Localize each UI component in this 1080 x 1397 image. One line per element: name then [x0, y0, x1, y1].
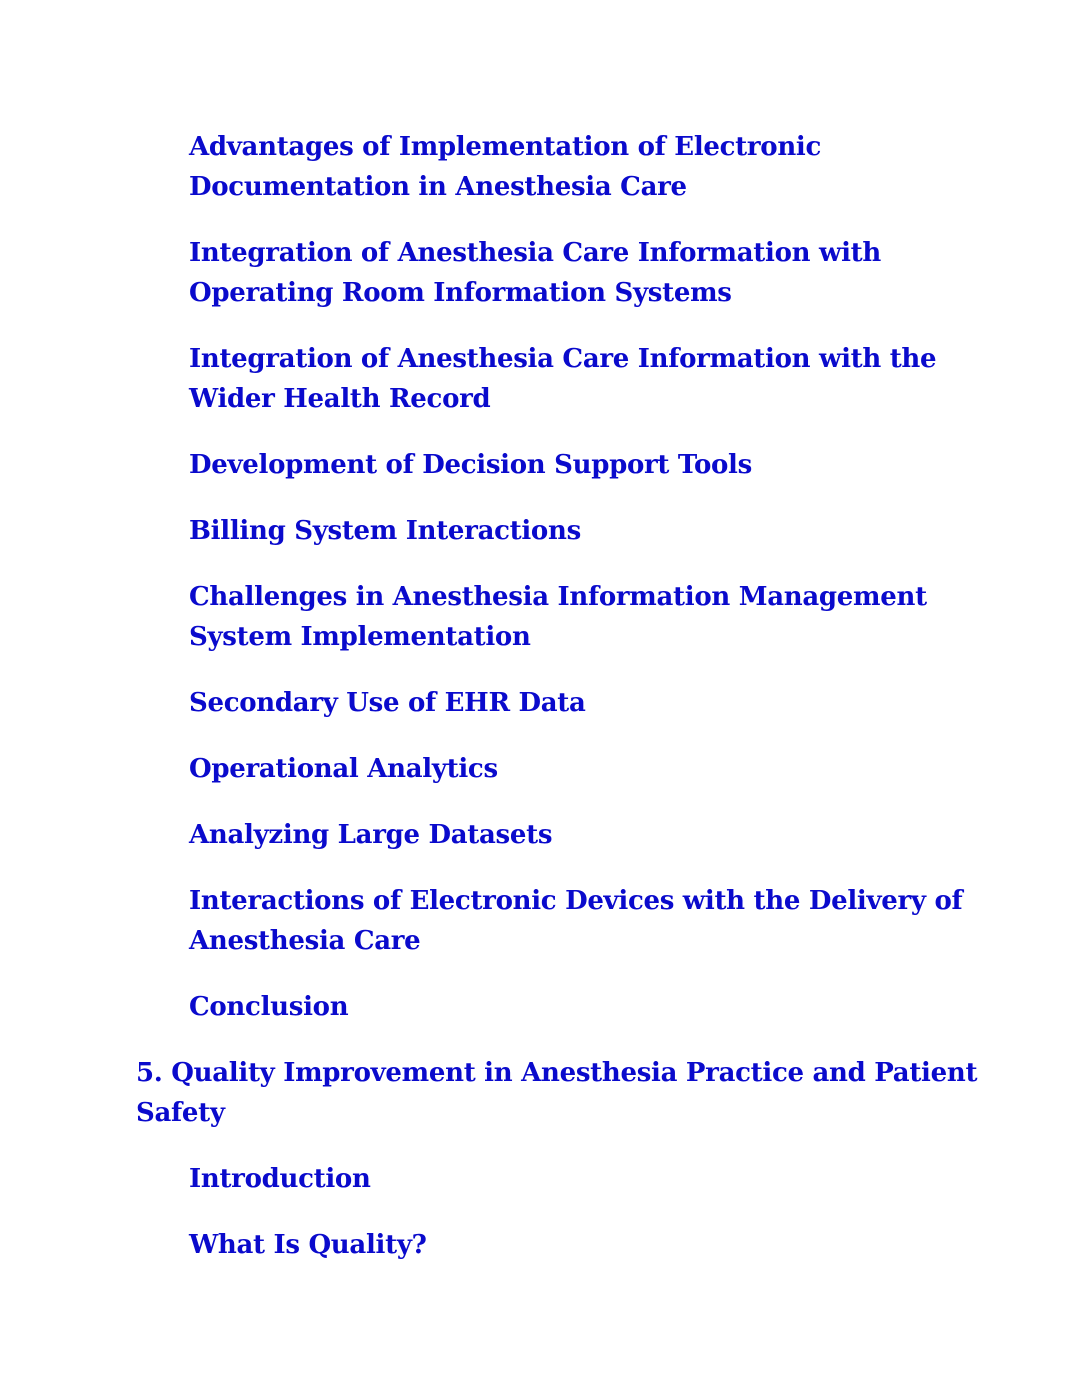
- toc-link-chapter-5-line-2[interactable]: Safety: [136, 1098, 225, 1128]
- toc-link-integration-health-record-line-2[interactable]: Wider Health Record: [189, 384, 491, 414]
- toc-link-introduction[interactable]: Introduction: [189, 1164, 371, 1194]
- toc-link-challenges-line-1[interactable]: Challenges in Anesthesia Information Management: [189, 582, 927, 612]
- toc-link-advantages-line-1[interactable]: Advantages of Implementation of Electronic: [189, 132, 822, 162]
- toc-link-operational-analytics[interactable]: Operational Analytics: [189, 754, 498, 784]
- toc-link-challenges-line-2[interactable]: System Implementation: [189, 622, 531, 652]
- toc-link-electronic-devices-line-2[interactable]: Anesthesia Care: [189, 926, 421, 956]
- toc-link-decision-support[interactable]: Development of Decision Support Tools: [189, 450, 752, 480]
- toc-link-chapter-5-line-1[interactable]: 5. Quality Improvement in Anesthesia Practice and Patient: [136, 1058, 978, 1088]
- toc-link-large-datasets[interactable]: Analyzing Large Datasets: [189, 820, 553, 850]
- toc-link-electronic-devices-line-1[interactable]: Interactions of Electronic Devices with the Delivery of: [189, 886, 963, 916]
- toc-link-billing[interactable]: Billing System Interactions: [189, 516, 581, 546]
- toc-link-integration-health-record-line-1[interactable]: Integration of Anesthesia Care Information with the: [189, 344, 937, 374]
- toc-link-what-is-quality[interactable]: What Is Quality?: [189, 1230, 427, 1260]
- toc-link-secondary-use[interactable]: Secondary Use of EHR Data: [189, 688, 586, 718]
- toc-link-integration-or-line-2[interactable]: Operating Room Information Systems: [189, 278, 732, 308]
- toc-link-advantages-line-2[interactable]: Documentation in Anesthesia Care: [189, 172, 687, 202]
- toc-link-integration-or-line-1[interactable]: Integration of Anesthesia Care Information with: [189, 238, 881, 268]
- toc-link-conclusion[interactable]: Conclusion: [189, 992, 349, 1022]
